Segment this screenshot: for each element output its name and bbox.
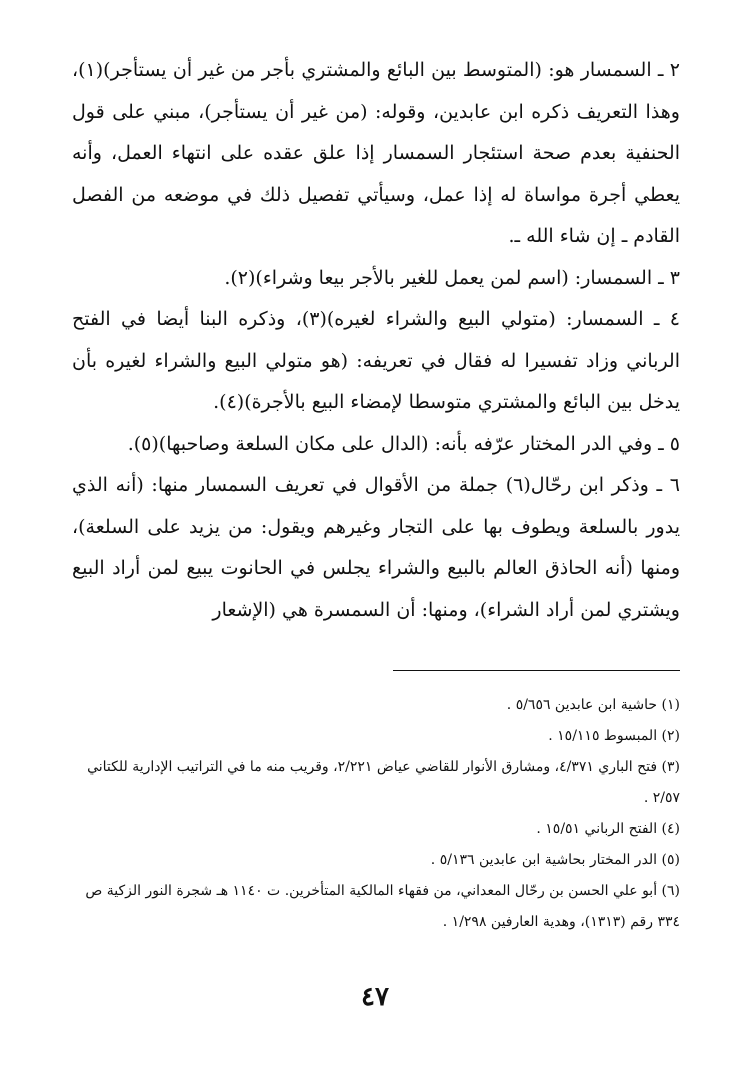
footnote-4: (٤) الفتح الرباني ١٥/٥١ .: [536, 821, 680, 837]
footnote-5: (٥) الدر المختار بحاشية ابن عابدين ٥/١٣٦ .: [430, 852, 680, 868]
footnotes: [72, 690, 680, 938]
paragraph-definition-4: ٤ ـ السمسار: (متولي البيع والشراء لغيره)(٣)، وذكره البنا أيضا في الفتح الرباني وزاد تفسيرا له فقال في تعريفه: (هو متولي البيع والشراء لغيره بأن يدخل بين البائع والمشتري متوسطا لإمضاء البيع بالأجرة)(٤).: [72, 308, 680, 413]
footnote-6: (٦) أبو علي الحسن بن رحّال المعداني، من فقهاء المالكية المتأخرين. ت ١١٤٠ هـ شجرة النور الزكية ص ٣٣٤ رقم (١٣١٣)، وهدية العارفين ١/٢٩٨ .: [85, 883, 680, 930]
footnote-1: (١) حاشية ابن عابدين ٥/٦٥٦ .: [506, 697, 680, 713]
page-number: ٤٧: [361, 982, 389, 1012]
paragraph-definition-6: ٦ ـ وذكر ابن رحّال(٦) جملة من الأقوال في تعريف السمسار منها: (أنه الذي يدور بالسلعة ويطوف بها على التجار وغيرهم ويقول: من يزيد على السلعة)، ومنها (أنه الحاذق العالم بالبيع والشراء يجلس في الحانوت يبيع لمن أراد البيع ويشتري لمن أراد الشراء)، ومنها: أن السمسرة هي (الإشعار: [72, 474, 680, 621]
paragraph-definition-2: ٢ ـ السمسار هو: (المتوسط بين البائع والمشتري بأجر من غير أن يستأجر)(١)، وهذا التعريف ذكره ابن عابدين، وقوله: (من غير أن يستأجر)، مبني على قول الحنفية بعدم صحة استئجار السمسار إذا علق عقده على انتهاء العمل، وأنه يعطي أجرة مواساة له إذا عمل، وسيأتي تفصيل ذلك في موضعه من الفصل القادم ـ إن شاء الله ـ.: [72, 59, 680, 247]
paragraph-definition-5: ٥ ـ وفي الدر المختار عرّفه بأنه: (الدال على مكان السلعة وصاحبها)(٥).: [127, 432, 680, 455]
footnote-3: (٣) فتح الباري ٤/٣٧١، ومشارق الأنوار للقاضي عياض ٢/٢٢١، وقريب منه ما في التراتيب الإدارية للكتاني ٢/٥٧ .: [87, 759, 680, 806]
footnote-divider: [393, 670, 680, 671]
paragraph-definition-3: ٣ ـ السمسار: (اسم لمن يعمل للغير بالأجر بيعا وشراء)(٢).: [224, 266, 680, 289]
footnote-2: (٢) المبسوط ١٥/١١٥ .: [548, 728, 680, 744]
main-text: [72, 50, 680, 631]
